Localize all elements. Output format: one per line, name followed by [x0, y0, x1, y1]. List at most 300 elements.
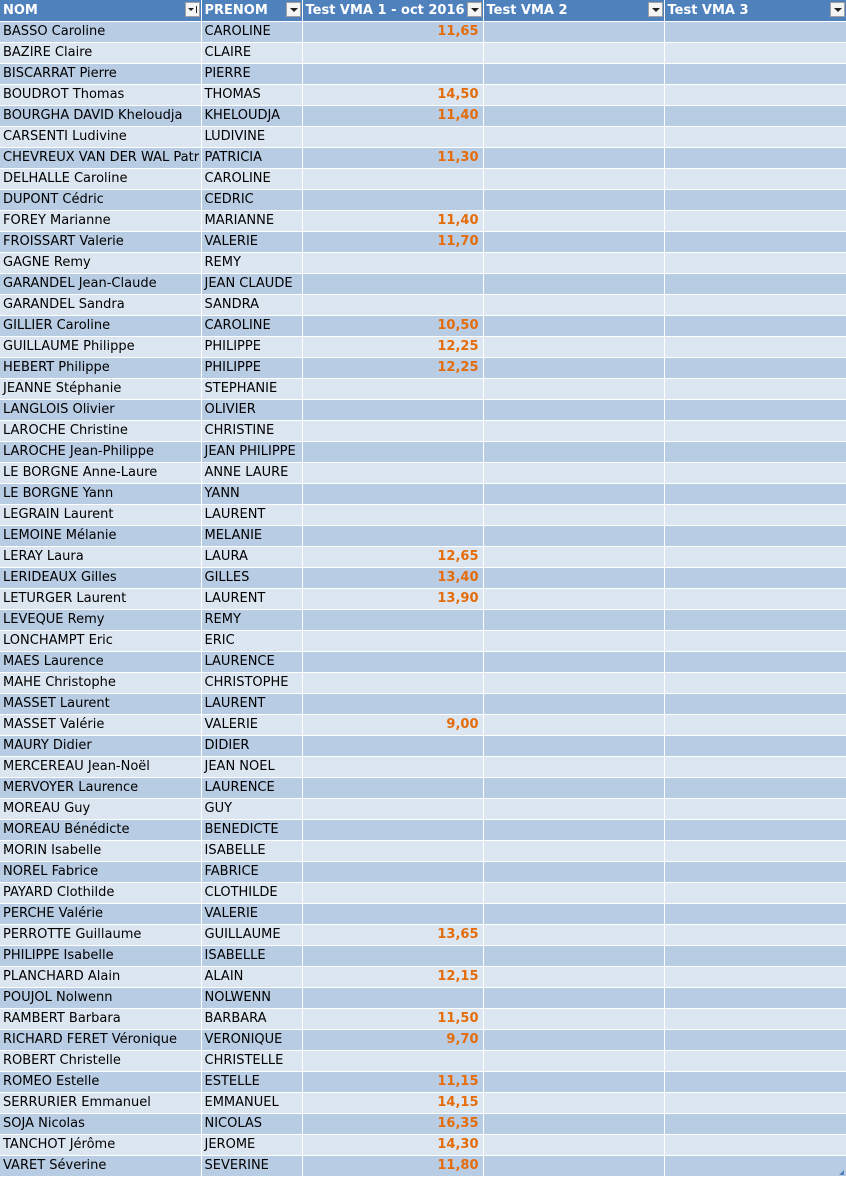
cell-vma1[interactable]	[302, 463, 483, 484]
cell-vma3[interactable]	[664, 43, 846, 64]
cell-vma1[interactable]	[302, 694, 483, 715]
cell-nom[interactable]: SOJA Nicolas	[0, 1114, 201, 1135]
cell-vma2[interactable]	[483, 526, 664, 547]
cell-vma3[interactable]	[664, 169, 846, 190]
cell-vma2[interactable]	[483, 295, 664, 316]
cell-vma2[interactable]	[483, 778, 664, 799]
column-header-vma2[interactable]	[483, 0, 664, 22]
cell-vma3[interactable]	[664, 1114, 846, 1135]
cell-prenom[interactable]: GUY	[201, 799, 302, 820]
cell-vma3[interactable]	[664, 337, 846, 358]
cell-nom[interactable]: CHEVREUX VAN DER WAL Patr	[0, 148, 201, 169]
cell-prenom[interactable]: SEVERINE	[201, 1156, 302, 1177]
cell-vma1[interactable]	[302, 652, 483, 673]
cell-nom[interactable]: TANCHOT Jérôme	[0, 1135, 201, 1156]
column-header-label: Test VMA 3	[667, 3, 749, 18]
cell-vma3[interactable]	[664, 1051, 846, 1072]
cell-vma2[interactable]	[483, 316, 664, 337]
cell-vma3[interactable]	[664, 736, 846, 757]
cell-nom[interactable]: MASSET Laurent	[0, 694, 201, 715]
cell-nom[interactable]: MASSET Valérie	[0, 715, 201, 736]
cell-vma1[interactable]: 12,65	[302, 547, 483, 568]
cell-vma1[interactable]: 10,50	[302, 316, 483, 337]
filter-sort-ascending-icon[interactable]	[185, 2, 200, 17]
cell-prenom[interactable]: JEAN NOEL	[201, 757, 302, 778]
filter-dropdown-icon[interactable]	[648, 2, 663, 17]
cell-vma2[interactable]	[483, 379, 664, 400]
cell-nom[interactable]: BOURGHA DAVID Kheloudja	[0, 106, 201, 127]
cell-vma3[interactable]	[664, 652, 846, 673]
cell-prenom[interactable]: REMY	[201, 253, 302, 274]
cell-vma2[interactable]	[483, 1114, 664, 1135]
cell-vma2[interactable]	[483, 925, 664, 946]
cell-vma1[interactable]	[302, 400, 483, 421]
cell-nom[interactable]: ROMEO Estelle	[0, 1072, 201, 1093]
cell-vma2[interactable]	[483, 757, 664, 778]
cell-prenom[interactable]: ISABELLE	[201, 946, 302, 967]
table-row	[0, 841, 846, 862]
cell-vma2[interactable]	[483, 1156, 664, 1177]
cell-prenom[interactable]: PHILIPPE	[201, 358, 302, 379]
cell-vma2[interactable]	[483, 169, 664, 190]
cell-vma1[interactable]	[302, 421, 483, 442]
cell-vma3[interactable]	[664, 925, 846, 946]
cell-prenom[interactable]: CHRISTOPHE	[201, 673, 302, 694]
cell-nom[interactable]: POUJOL Nolwenn	[0, 988, 201, 1009]
cell-prenom[interactable]: MARIANNE	[201, 211, 302, 232]
cell-vma2[interactable]	[483, 43, 664, 64]
cell-vma1[interactable]	[302, 946, 483, 967]
cell-vma3[interactable]	[664, 64, 846, 85]
cell-vma3[interactable]	[664, 1135, 846, 1156]
cell-prenom[interactable]: LAURENCE	[201, 652, 302, 673]
cell-vma1[interactable]	[302, 820, 483, 841]
cell-nom[interactable]: PAYARD Clothilde	[0, 883, 201, 904]
filter-dropdown-icon[interactable]	[286, 2, 301, 17]
cell-vma3[interactable]	[664, 1072, 846, 1093]
cell-prenom[interactable]: VERONIQUE	[201, 1030, 302, 1051]
table-row	[0, 757, 846, 778]
cell-vma1[interactable]: 16,35	[302, 1114, 483, 1135]
cell-vma2[interactable]	[483, 715, 664, 736]
cell-vma1[interactable]	[302, 64, 483, 85]
cell-vma3[interactable]	[664, 463, 846, 484]
cell-vma3[interactable]	[664, 694, 846, 715]
cell-vma3[interactable]	[664, 757, 846, 778]
cell-prenom[interactable]: PATRICIA	[201, 148, 302, 169]
cell-vma3[interactable]	[664, 1009, 846, 1030]
cell-vma2[interactable]	[483, 589, 664, 610]
cell-vma3[interactable]	[664, 358, 846, 379]
table-row	[0, 925, 846, 946]
cell-vma1[interactable]: 11,70	[302, 232, 483, 253]
cell-vma1[interactable]	[302, 778, 483, 799]
cell-vma1[interactable]	[302, 757, 483, 778]
cell-nom[interactable]: LEGRAIN Laurent	[0, 505, 201, 526]
cell-prenom[interactable]: CAROLINE	[201, 22, 302, 43]
cell-vma2[interactable]	[483, 106, 664, 127]
cell-nom[interactable]: BASSO Caroline	[0, 22, 201, 43]
table-row	[0, 22, 846, 43]
cell-vma2[interactable]	[483, 274, 664, 295]
cell-vma1[interactable]	[302, 190, 483, 211]
cell-vma1[interactable]	[302, 379, 483, 400]
cell-vma1[interactable]: 11,30	[302, 148, 483, 169]
cell-nom[interactable]: FOREY Marianne	[0, 211, 201, 232]
table-resize-handle-icon[interactable]	[838, 1169, 844, 1175]
cell-vma1[interactable]	[302, 295, 483, 316]
cell-vma3[interactable]	[664, 904, 846, 925]
cell-vma2[interactable]	[483, 820, 664, 841]
cell-prenom[interactable]: OLIVIER	[201, 400, 302, 421]
cell-nom[interactable]: GILLIER Caroline	[0, 316, 201, 337]
cell-prenom[interactable]: CHRISTINE	[201, 421, 302, 442]
cell-vma3[interactable]	[664, 232, 846, 253]
cell-prenom[interactable]: STEPHANIE	[201, 379, 302, 400]
column-header-nom[interactable]	[0, 0, 201, 22]
cell-nom[interactable]: ROBERT Christelle	[0, 1051, 201, 1072]
cell-vma2[interactable]	[483, 1093, 664, 1114]
cell-prenom[interactable]: REMY	[201, 610, 302, 631]
cell-vma1[interactable]: 13,65	[302, 925, 483, 946]
cell-nom[interactable]: LONCHAMPT Eric	[0, 631, 201, 652]
cell-vma2[interactable]	[483, 988, 664, 1009]
cell-vma3[interactable]	[664, 841, 846, 862]
column-header-prenom[interactable]	[201, 0, 302, 22]
cell-prenom[interactable]: JEAN CLAUDE	[201, 274, 302, 295]
cell-vma3[interactable]	[664, 295, 846, 316]
cell-vma1[interactable]: 12,15	[302, 967, 483, 988]
cell-nom[interactable]: MAES Laurence	[0, 652, 201, 673]
cell-prenom[interactable]: CLAIRE	[201, 43, 302, 64]
cell-vma1[interactable]: 12,25	[302, 337, 483, 358]
cell-vma3[interactable]	[664, 253, 846, 274]
cell-nom[interactable]: GARANDEL Sandra	[0, 295, 201, 316]
cell-vma2[interactable]	[483, 421, 664, 442]
cell-vma3[interactable]	[664, 967, 846, 988]
cell-nom[interactable]: LERIDEAUX Gilles	[0, 568, 201, 589]
cell-nom[interactable]: RAMBERT Barbara	[0, 1009, 201, 1030]
cell-vma3[interactable]	[664, 1156, 846, 1177]
cell-prenom[interactable]: LUDIVINE	[201, 127, 302, 148]
cell-prenom[interactable]: YANN	[201, 484, 302, 505]
cell-vma2[interactable]	[483, 610, 664, 631]
cell-prenom[interactable]: THOMAS	[201, 85, 302, 106]
cell-vma2[interactable]	[483, 631, 664, 652]
cell-vma1[interactable]: 11,50	[302, 1009, 483, 1030]
cell-nom[interactable]: MORIN Isabelle	[0, 841, 201, 862]
cell-vma2[interactable]	[483, 673, 664, 694]
cell-nom[interactable]: MERCEREAU Jean-Noël	[0, 757, 201, 778]
cell-vma1[interactable]	[302, 442, 483, 463]
cell-vma2[interactable]	[483, 190, 664, 211]
cell-vma2[interactable]	[483, 1009, 664, 1030]
cell-nom[interactable]: LERAY Laura	[0, 547, 201, 568]
cell-prenom[interactable]: BENEDICTE	[201, 820, 302, 841]
cell-vma3[interactable]	[664, 547, 846, 568]
cell-prenom[interactable]: NOLWENN	[201, 988, 302, 1009]
cell-vma3[interactable]	[664, 1030, 846, 1051]
cell-vma1[interactable]	[302, 841, 483, 862]
cell-vma1[interactable]: 11,40	[302, 106, 483, 127]
cell-vma1[interactable]: 11,15	[302, 1072, 483, 1093]
cell-prenom[interactable]: VALERIE	[201, 904, 302, 925]
cell-vma1[interactable]	[302, 274, 483, 295]
table-row	[0, 1114, 846, 1135]
cell-vma1[interactable]	[302, 862, 483, 883]
cell-vma1[interactable]	[302, 904, 483, 925]
cell-vma3[interactable]	[664, 673, 846, 694]
cell-prenom[interactable]: ERIC	[201, 631, 302, 652]
cell-nom[interactable]: MERVOYER Laurence	[0, 778, 201, 799]
cell-vma2[interactable]	[483, 1030, 664, 1051]
cell-vma2[interactable]	[483, 946, 664, 967]
cell-prenom[interactable]: GILLES	[201, 568, 302, 589]
cell-nom[interactable]: BAZIRE Claire	[0, 43, 201, 64]
cell-vma2[interactable]	[483, 1072, 664, 1093]
cell-vma1[interactable]: 9,00	[302, 715, 483, 736]
cell-vma2[interactable]	[483, 652, 664, 673]
cell-nom[interactable]: GARANDEL Jean-Claude	[0, 274, 201, 295]
cell-vma2[interactable]	[483, 841, 664, 862]
cell-prenom[interactable]: LAURA	[201, 547, 302, 568]
cell-vma3[interactable]	[664, 127, 846, 148]
cell-vma1[interactable]	[302, 883, 483, 904]
cell-vma3[interactable]	[664, 799, 846, 820]
cell-vma3[interactable]	[664, 211, 846, 232]
cell-vma2[interactable]	[483, 484, 664, 505]
cell-vma3[interactable]	[664, 820, 846, 841]
cell-vma3[interactable]	[664, 379, 846, 400]
cell-vma2[interactable]	[483, 967, 664, 988]
cell-vma3[interactable]	[664, 484, 846, 505]
cell-vma3[interactable]	[664, 505, 846, 526]
cell-vma1[interactable]	[302, 169, 483, 190]
cell-vma3[interactable]	[664, 862, 846, 883]
cell-nom[interactable]: LEMOINE Mélanie	[0, 526, 201, 547]
cell-prenom[interactable]: LAURENT	[201, 589, 302, 610]
cell-vma3[interactable]	[664, 946, 846, 967]
cell-vma2[interactable]	[483, 358, 664, 379]
cell-vma1[interactable]: 14,50	[302, 85, 483, 106]
cell-vma3[interactable]	[664, 589, 846, 610]
cell-vma3[interactable]	[664, 400, 846, 421]
cell-vma2[interactable]	[483, 547, 664, 568]
cell-vma3[interactable]	[664, 988, 846, 1009]
cell-vma1[interactable]	[302, 505, 483, 526]
cell-vma2[interactable]	[483, 463, 664, 484]
cell-vma1[interactable]: 11,65	[302, 22, 483, 43]
cell-nom[interactable]: SERRURIER Emmanuel	[0, 1093, 201, 1114]
cell-nom[interactable]: DUPONT Cédric	[0, 190, 201, 211]
cell-prenom[interactable]: CLOTHILDE	[201, 883, 302, 904]
cell-prenom[interactable]: NICOLAS	[201, 1114, 302, 1135]
cell-vma3[interactable]	[664, 316, 846, 337]
cell-vma2[interactable]	[483, 799, 664, 820]
cell-vma1[interactable]	[302, 43, 483, 64]
cell-nom[interactable]: GAGNE Remy	[0, 253, 201, 274]
cell-prenom[interactable]: VALERIE	[201, 715, 302, 736]
cell-prenom[interactable]: ANNE LAURE	[201, 463, 302, 484]
cell-vma1[interactable]: 14,30	[302, 1135, 483, 1156]
cell-vma1[interactable]: 14,15	[302, 1093, 483, 1114]
cell-vma2[interactable]	[483, 337, 664, 358]
cell-prenom[interactable]: VALERIE	[201, 232, 302, 253]
cell-nom[interactable]: GUILLAUME Philippe	[0, 337, 201, 358]
cell-prenom[interactable]: ISABELLE	[201, 841, 302, 862]
cell-nom[interactable]: MOREAU Bénédicte	[0, 820, 201, 841]
cell-vma2[interactable]	[483, 253, 664, 274]
cell-vma3[interactable]	[664, 148, 846, 169]
table-row	[0, 736, 846, 757]
cell-prenom[interactable]: CEDRIC	[201, 190, 302, 211]
cell-nom[interactable]: FROISSART Valerie	[0, 232, 201, 253]
cell-prenom[interactable]: PIERRE	[201, 64, 302, 85]
cell-prenom[interactable]: CHRISTELLE	[201, 1051, 302, 1072]
table-row	[0, 232, 846, 253]
cell-vma2[interactable]	[483, 505, 664, 526]
cell-prenom[interactable]: LAURENCE	[201, 778, 302, 799]
table-row	[0, 673, 846, 694]
cell-nom[interactable]: MOREAU Guy	[0, 799, 201, 820]
cell-vma3[interactable]	[664, 778, 846, 799]
cell-nom[interactable]: JEANNE Stéphanie	[0, 379, 201, 400]
cell-nom[interactable]: BISCARRAT Pierre	[0, 64, 201, 85]
cell-vma1[interactable]	[302, 484, 483, 505]
cell-vma3[interactable]	[664, 1093, 846, 1114]
cell-prenom[interactable]: BARBARA	[201, 1009, 302, 1030]
cell-vma3[interactable]	[664, 106, 846, 127]
filter-dropdown-icon[interactable]	[830, 2, 845, 17]
cell-prenom[interactable]: KHELOUDJA	[201, 106, 302, 127]
cell-vma2[interactable]	[483, 400, 664, 421]
cell-vma1[interactable]: 12,25	[302, 358, 483, 379]
column-header-vma3[interactable]	[664, 0, 846, 22]
cell-vma3[interactable]	[664, 421, 846, 442]
cell-vma1[interactable]	[302, 988, 483, 1009]
cell-nom[interactable]: PHILIPPE Isabelle	[0, 946, 201, 967]
cell-nom[interactable]: PERCHE Valérie	[0, 904, 201, 925]
cell-nom[interactable]: LANGLOIS Olivier	[0, 400, 201, 421]
cell-prenom[interactable]: EMMANUEL	[201, 1093, 302, 1114]
cell-vma1[interactable]	[302, 127, 483, 148]
cell-prenom[interactable]: LAURENT	[201, 505, 302, 526]
cell-nom[interactable]: BOUDROT Thomas	[0, 85, 201, 106]
cell-nom[interactable]: RICHARD FERET Véronique	[0, 1030, 201, 1051]
cell-vma1[interactable]	[302, 253, 483, 274]
cell-vma2[interactable]	[483, 64, 664, 85]
cell-vma2[interactable]	[483, 211, 664, 232]
cell-vma1[interactable]	[302, 736, 483, 757]
cell-vma1[interactable]: 13,90	[302, 589, 483, 610]
cell-nom[interactable]: LE BORGNE Yann	[0, 484, 201, 505]
cell-vma2[interactable]	[483, 85, 664, 106]
cell-vma1[interactable]	[302, 631, 483, 652]
cell-vma3[interactable]	[664, 442, 846, 463]
cell-nom[interactable]: CARSENTI Ludivine	[0, 127, 201, 148]
cell-prenom[interactable]: GUILLAUME	[201, 925, 302, 946]
cell-vma3[interactable]	[664, 631, 846, 652]
cell-prenom[interactable]: ALAIN	[201, 967, 302, 988]
cell-prenom[interactable]: LAURENT	[201, 694, 302, 715]
cell-nom[interactable]: NOREL Fabrice	[0, 862, 201, 883]
cell-vma2[interactable]	[483, 694, 664, 715]
table-row	[0, 526, 846, 547]
table-row	[0, 610, 846, 631]
table-row	[0, 820, 846, 841]
cell-nom[interactable]: LAROCHE Christine	[0, 421, 201, 442]
cell-vma1[interactable]: 13,40	[302, 568, 483, 589]
cell-nom[interactable]: LETURGER Laurent	[0, 589, 201, 610]
cell-prenom[interactable]: FABRICE	[201, 862, 302, 883]
cell-nom[interactable]: LEVEQUE Remy	[0, 610, 201, 631]
cell-prenom[interactable]: JEROME	[201, 1135, 302, 1156]
table-row	[0, 211, 846, 232]
cell-vma3[interactable]	[664, 883, 846, 904]
cell-vma3[interactable]	[664, 526, 846, 547]
cell-nom[interactable]: PLANCHARD Alain	[0, 967, 201, 988]
cell-nom[interactable]: PERROTTE Guillaume	[0, 925, 201, 946]
table-row	[0, 589, 846, 610]
cell-vma2[interactable]	[483, 22, 664, 43]
cell-nom[interactable]: MAURY Didier	[0, 736, 201, 757]
cell-vma1[interactable]: 9,70	[302, 1030, 483, 1051]
cell-prenom[interactable]: JEAN PHILIPPE	[201, 442, 302, 463]
cell-vma2[interactable]	[483, 862, 664, 883]
cell-vma3[interactable]	[664, 85, 846, 106]
cell-prenom[interactable]: PHILIPPE	[201, 337, 302, 358]
cell-vma2[interactable]	[483, 883, 664, 904]
cell-vma2[interactable]	[483, 736, 664, 757]
cell-nom[interactable]: MAHE Christophe	[0, 673, 201, 694]
cell-prenom[interactable]: DIDIER	[201, 736, 302, 757]
cell-vma3[interactable]	[664, 190, 846, 211]
cell-prenom[interactable]: CAROLINE	[201, 316, 302, 337]
cell-vma2[interactable]	[483, 568, 664, 589]
cell-vma1[interactable]	[302, 799, 483, 820]
cell-vma3[interactable]	[664, 568, 846, 589]
cell-vma3[interactable]	[664, 22, 846, 43]
cell-nom[interactable]: DELHALLE Caroline	[0, 169, 201, 190]
cell-nom[interactable]: HEBERT Philippe	[0, 358, 201, 379]
cell-vma1[interactable]	[302, 1051, 483, 1072]
cell-nom[interactable]: LE BORGNE Anne-Laure	[0, 463, 201, 484]
cell-vma1[interactable]	[302, 673, 483, 694]
filter-dropdown-icon[interactable]	[467, 2, 482, 17]
cell-vma3[interactable]	[664, 274, 846, 295]
cell-vma2[interactable]	[483, 904, 664, 925]
cell-nom[interactable]: LAROCHE Jean-Philippe	[0, 442, 201, 463]
cell-vma1[interactable]	[302, 610, 483, 631]
cell-vma1[interactable]: 11,40	[302, 211, 483, 232]
cell-prenom[interactable]: ESTELLE	[201, 1072, 302, 1093]
cell-vma1[interactable]: 11,80	[302, 1156, 483, 1177]
cell-nom[interactable]: VARET Séverine	[0, 1156, 201, 1177]
cell-prenom[interactable]: MELANIE	[201, 526, 302, 547]
cell-vma3[interactable]	[664, 715, 846, 736]
column-header-vma1[interactable]	[302, 0, 483, 22]
cell-vma1[interactable]	[302, 526, 483, 547]
cell-vma2[interactable]	[483, 127, 664, 148]
cell-vma3[interactable]	[664, 610, 846, 631]
cell-vma2[interactable]	[483, 442, 664, 463]
cell-vma2[interactable]	[483, 1135, 664, 1156]
cell-vma2[interactable]	[483, 1051, 664, 1072]
cell-vma2[interactable]	[483, 232, 664, 253]
cell-prenom[interactable]: CAROLINE	[201, 169, 302, 190]
cell-prenom[interactable]: SANDRA	[201, 295, 302, 316]
cell-vma2[interactable]	[483, 148, 664, 169]
